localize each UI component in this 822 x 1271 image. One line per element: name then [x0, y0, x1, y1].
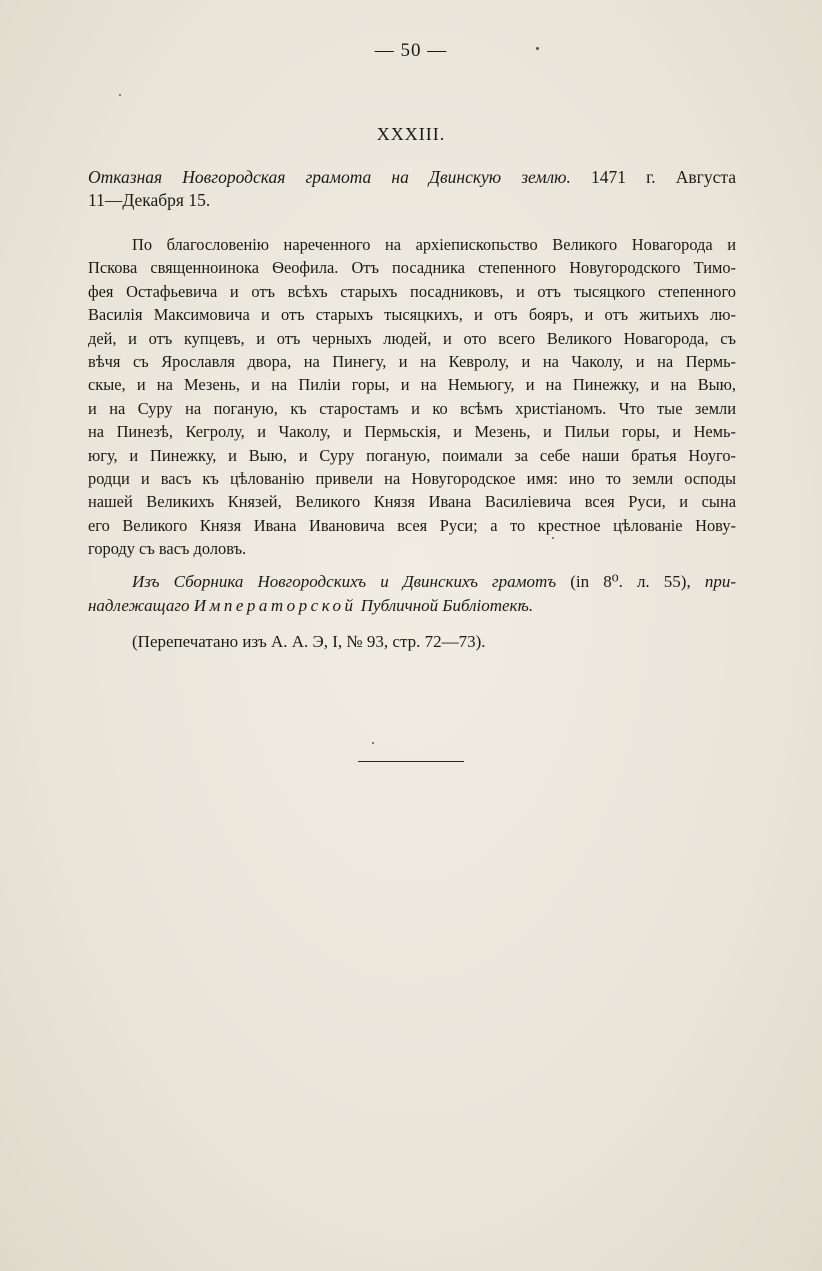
document-title-year: 1471 г. Августа	[591, 167, 736, 187]
source-note	[88, 570, 736, 618]
body-line: Василія Максимовича и отъ старыхъ тысяцкихъ, и отъ бояръ, и отъ житьихъ лю-	[88, 305, 736, 325]
document-title-dates: 11—Декабря 15.	[88, 190, 211, 210]
body-line: югу, и Пинежку, и Выю, и Суру поганую, поимали за себе наши братья Ноуго-	[88, 445, 736, 465]
body-line: Пскова священноинока Ѳеофила. Отъ посадника степенного Новугородского Тимо-	[88, 258, 736, 278]
document-body	[88, 233, 736, 561]
paper-speck	[372, 742, 374, 744]
body-line: скые, и на Мезень, и на Пиліи горы, и на Немьюгу, и на Пинежку, и на Выю,	[88, 375, 736, 395]
body-line: нашей Великихъ Князей, Великого Князя Ивана Василіевича всея Руси, и сына	[88, 492, 736, 512]
section-number: XXXIII.	[376, 124, 446, 144]
body-line: дей, и отъ купцевъ, и отъ черныхъ людей, и ото всего Великого Новагорода, съ	[88, 328, 736, 348]
source-imperial: Императорской	[193, 596, 357, 615]
source-line-2	[88, 594, 736, 618]
source-library: Публичной Библіотекѣ.	[360, 596, 534, 615]
source-format: (in 8⁰. л. 55),	[570, 572, 691, 591]
body-line: вѣчя съ Ярославля двора, на Пинегу, и на Кевролу, и на Чаколу, и на Пермь-	[88, 352, 736, 372]
reprint-note: (Перепечатано изъ А. А. Э, I, № 93, стр. 72—73).	[132, 632, 486, 651]
section-divider	[358, 761, 464, 762]
source-line-1	[88, 570, 736, 594]
body-line: родци и васъ къ цѣлованію привели на Новугородское имя: ино то земли осподы	[88, 469, 736, 489]
source-collection: Изъ Сборника Новгородскихъ и Двинскихъ грамотъ	[132, 572, 557, 591]
body-line: фея Остафьевича и отъ всѣхъ старыхъ посадниковъ, и отъ тысяцкого степенного	[88, 281, 736, 301]
page-number: — 50 —	[374, 40, 448, 61]
body-line: на Пинезѣ, Кегролу, и Чаколу, и Пермьскія, и Мезень, и Пильи горы, и Немь-	[88, 422, 736, 442]
body-line: и на Суру на поганую, къ старостамъ и ко всѣмъ христіаномъ. Что тые земли	[88, 398, 736, 418]
paper-speck	[536, 47, 539, 50]
source-belonging: при-	[704, 572, 737, 591]
document-title-italic: Отказная Новгородская грамота на Двинскую землю.	[88, 167, 571, 187]
paper-speck	[552, 537, 554, 539]
body-line: городу съ васъ доловъ.	[88, 539, 247, 559]
document-title-line-1	[88, 166, 736, 189]
document-title	[88, 166, 736, 212]
source-belonging-cont: надлежащаго	[88, 596, 190, 615]
paper-speck	[119, 94, 121, 96]
body-line: По благословенію нареченного на архіепископьство Великого Новагорода и	[132, 235, 736, 254]
body-line: его Великого Князя Ивана Ивановича всея Руси; а то крестное цѣлованіе Нову-	[88, 515, 736, 535]
